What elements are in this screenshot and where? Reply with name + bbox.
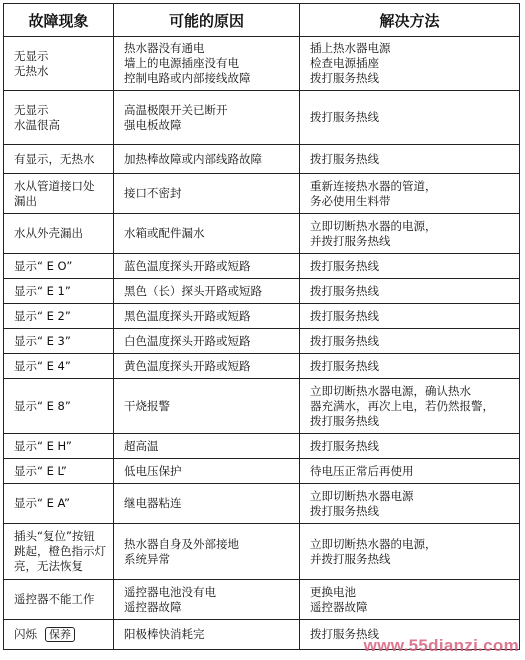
cause-cell-line: 水箱或配件漏水 (124, 226, 205, 240)
solution-cell (300, 354, 520, 379)
cause-cell-line: 干烧报警 (124, 398, 170, 413)
symptom-cell (4, 91, 114, 145)
solution-cell (300, 279, 520, 304)
cause-cell-line: 白色温度探头开路或短路 (124, 333, 251, 348)
symptom-cell-line: 显示“ E 1” (14, 283, 71, 298)
cause-cell (114, 174, 300, 214)
symptom-cell (4, 484, 114, 524)
solution-cell-line: 并拨打服务热线 (310, 233, 391, 248)
solution-cell-line: 拨打服务热线 (310, 627, 379, 641)
cause-cell-line: 加热棒故障或内部线路故障 (124, 151, 262, 166)
symptom-cell-line: 水温很高 (14, 117, 60, 132)
cause-cell (114, 304, 300, 329)
cause-cell-line: 墙上的电源插座没有电 (124, 56, 239, 70)
cause-cell (114, 354, 300, 379)
table-row (4, 91, 520, 145)
solution-cell-line: 拨打服务热线 (310, 151, 379, 166)
symptom-cell-line: 无热水 (14, 63, 49, 78)
table-row (4, 434, 520, 459)
solution-cell-line: 立即切断热水器电源，确认热水 (310, 383, 471, 398)
symptom-cell-line: 插头“复位”按钮 (14, 529, 95, 543)
header-solution: 解决方法 (300, 4, 520, 37)
solution-cell-line: 拨打服务热线 (310, 71, 379, 85)
solution-cell-line: 立即切断热水器电源 (310, 488, 414, 503)
solution-cell-line: 务必使用生料带 (310, 193, 391, 208)
solution-cell-line: 拨打服务热线 (310, 503, 379, 518)
solution-cell-line: 拨打服务热线 (310, 358, 379, 373)
table-row (4, 459, 520, 484)
symptom-cell-line: 显示“ E H” (14, 438, 72, 453)
symptom-cell-line: 亮，无法恢复 (14, 559, 83, 573)
cause-cell (114, 524, 300, 580)
cause-cell (114, 434, 300, 459)
cause-cell-line: 阳极棒快消耗完 (124, 627, 205, 641)
symptom-cell (4, 174, 114, 214)
cause-cell (114, 379, 300, 434)
solution-cell (300, 379, 520, 434)
solution-cell-line: 立即切断热水器的电源， (310, 218, 437, 233)
solution-cell-line: 拨打服务热线 (310, 308, 379, 323)
table-row (4, 580, 520, 620)
table-row (4, 379, 520, 434)
symptom-cell (4, 580, 114, 620)
maintenance-badge: 保养 (45, 627, 75, 642)
symptom-cell-line: 显示“ E A” (14, 496, 70, 510)
solution-cell (300, 580, 520, 620)
table-row (4, 484, 520, 524)
symptom-cell-line: 水从外壳漏出 (14, 226, 83, 240)
solution-cell-line: 遥控器故障 (310, 599, 368, 614)
cause-cell (114, 254, 300, 279)
solution-cell (300, 434, 520, 459)
symptom-cell (4, 434, 114, 459)
symptom-cell (4, 379, 114, 434)
cause-cell-line: 遥控器故障 (124, 599, 182, 614)
symptom-cell-line: 无显示 (14, 102, 49, 117)
symptom-cell (4, 37, 114, 91)
cause-cell (114, 279, 300, 304)
cause-cell (114, 620, 300, 650)
symptom-cell-line: 有显示，无热水 (14, 151, 95, 166)
symptom-cell-line: 显示“ E 8” (14, 398, 71, 413)
solution-cell-line: 插上热水器电源 (310, 41, 391, 55)
table-row (4, 304, 520, 329)
solution-cell-line: 检查电源插座 (310, 56, 379, 70)
symptom-cell-line: 显示“ E L” (14, 463, 67, 478)
solution-cell (300, 145, 520, 174)
symptom-cell-line: 无显示 (14, 48, 49, 63)
cause-cell-line: 控制电路或内部接线故障 (124, 71, 251, 85)
solution-cell-line: 并拨打服务热线 (310, 551, 391, 566)
symptom-cell (4, 620, 114, 650)
symptom-cell (4, 145, 114, 174)
cause-cell (114, 329, 300, 354)
header-cause: 可能的原因 (114, 4, 300, 37)
cause-cell (114, 214, 300, 254)
cause-cell (114, 484, 300, 524)
cause-cell-line: 超高温 (124, 438, 159, 453)
solution-cell-line: 更换电池 (310, 584, 356, 599)
table-row (4, 354, 520, 379)
symptom-cell-line: 显示“ E 3” (14, 333, 71, 348)
cause-cell-line: 黑色温度探头开路或短路 (124, 308, 251, 323)
solution-cell (300, 459, 520, 484)
solution-cell (300, 524, 520, 580)
solution-cell (300, 214, 520, 254)
solution-cell-line: 待电压正常后再使用 (310, 463, 414, 478)
solution-cell-line: 拨打服务热线 (310, 258, 379, 273)
solution-cell-line: 拨打服务热线 (310, 283, 379, 298)
table-row (4, 37, 520, 91)
solution-cell-line: 立即切断热水器的电源， (310, 536, 437, 551)
symptom-cell-line: 显示“ E O” (14, 258, 73, 273)
cause-cell-line: 系统异常 (124, 551, 170, 566)
symptom-cell-line: 闪烁 (14, 627, 37, 641)
cause-cell-line: 黑色（长）探头开路或短路 (124, 283, 262, 298)
table-row (4, 329, 520, 354)
solution-cell-line: 拨打服务热线 (310, 413, 379, 428)
symptom-cell (4, 524, 114, 580)
fault-table (3, 3, 520, 650)
table-row (4, 174, 520, 214)
cause-cell-line: 蓝色温度探头开路或短路 (124, 258, 251, 273)
header-symptom: 故障现象 (4, 4, 114, 37)
solution-cell (300, 174, 520, 214)
watermark: www.55dianzi.com (363, 636, 519, 655)
solution-cell (300, 91, 520, 145)
cause-cell-line: 黄色温度探头开路或短路 (124, 358, 251, 373)
solution-cell-line: 重新连接热水器的管道， (310, 178, 437, 193)
cause-cell-line: 接口不密封 (124, 186, 182, 200)
solution-cell (300, 484, 520, 524)
table-body (4, 37, 520, 650)
cause-cell-line: 强电板故障 (124, 117, 182, 132)
symptom-cell (4, 354, 114, 379)
symptom-cell-line: 水从管道接口处 (14, 178, 95, 193)
table-row (4, 145, 520, 174)
cause-cell-line: 热水器自身及外部接地 (124, 536, 239, 551)
symptom-cell (4, 279, 114, 304)
solution-cell (300, 304, 520, 329)
symptom-cell-line: 漏出 (14, 193, 37, 208)
cause-cell (114, 91, 300, 145)
symptom-cell (4, 254, 114, 279)
cause-cell (114, 145, 300, 174)
symptom-cell-line: 显示“ E 4” (14, 358, 71, 373)
solution-cell-line: 器充满水，再次上电，若仍然报警， (310, 398, 494, 413)
symptom-cell-line: 跳起，橙色指示灯 (14, 544, 106, 558)
cause-cell (114, 580, 300, 620)
cause-cell-line: 继电器粘连 (124, 496, 182, 510)
solution-cell-line: 拨打服务热线 (310, 438, 379, 453)
symptom-cell (4, 329, 114, 354)
solution-cell (300, 37, 520, 91)
table-row (4, 254, 520, 279)
cause-cell (114, 459, 300, 484)
symptom-cell-line: 遥控器不能工作 (14, 592, 95, 606)
table-row (4, 524, 520, 580)
table-row (4, 214, 520, 254)
cause-cell (114, 37, 300, 91)
solution-cell (300, 329, 520, 354)
cause-cell-line: 低电压保护 (124, 463, 182, 478)
cause-cell-line: 热水器没有通电 (124, 41, 205, 55)
solution-cell-line: 拨打服务热线 (310, 110, 379, 124)
solution-cell-line: 拨打服务热线 (310, 333, 379, 348)
symptom-cell (4, 214, 114, 254)
solution-cell (300, 254, 520, 279)
header-row (4, 4, 520, 37)
symptom-cell (4, 459, 114, 484)
table-row (4, 279, 520, 304)
symptom-cell (4, 304, 114, 329)
symptom-cell-line: 显示“ E 2” (14, 308, 71, 323)
cause-cell-line: 高温极限开关已断开 (124, 102, 228, 117)
cause-cell-line: 遥控器电池没有电 (124, 584, 216, 599)
